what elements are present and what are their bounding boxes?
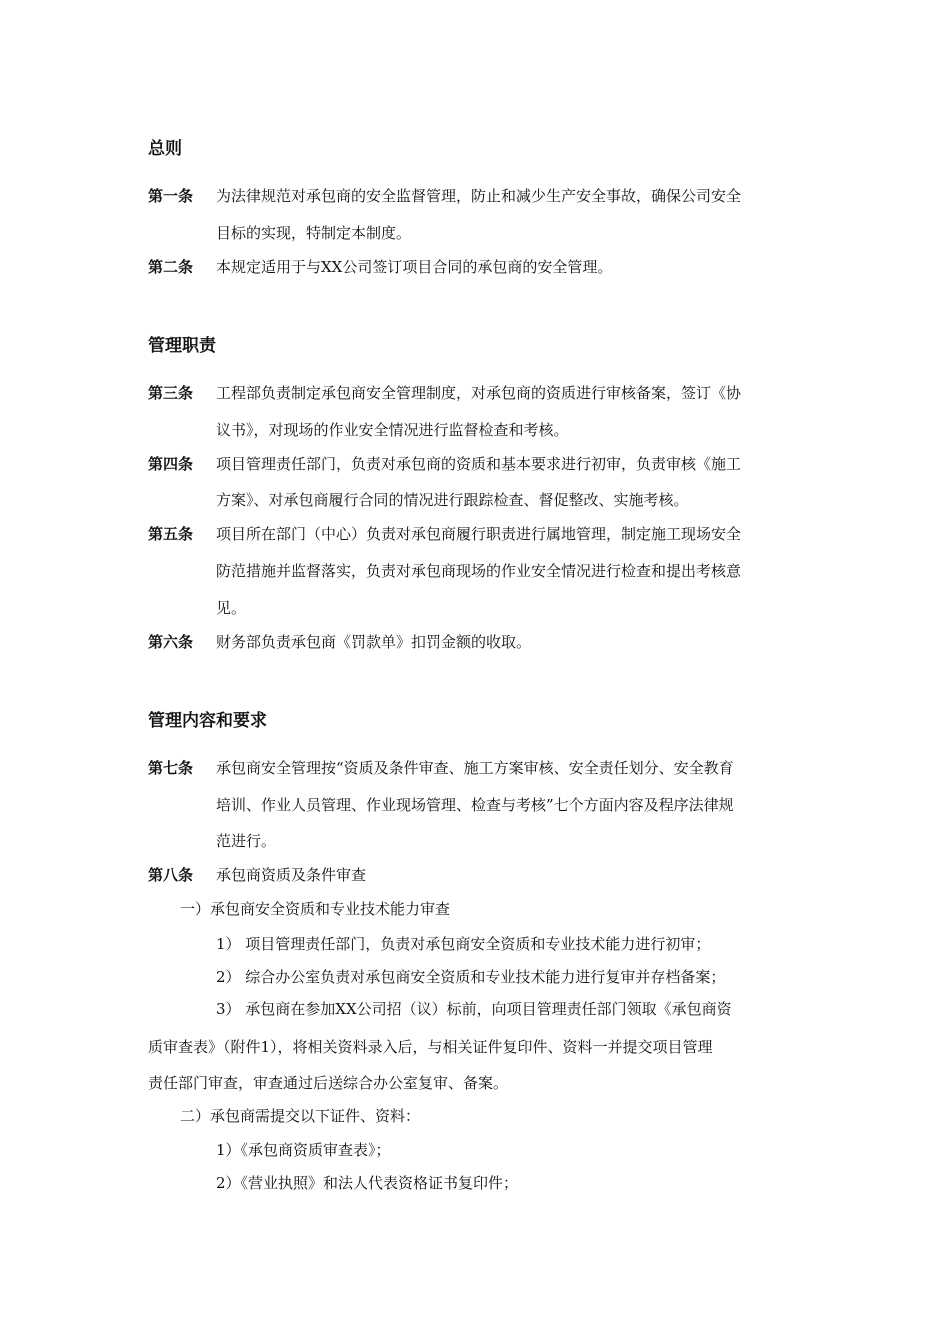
list-item: 2）《营业执照》和法人代表资格证书复印件；: [216, 1174, 519, 1192]
article-number: 第一条: [148, 187, 194, 205]
article-number: 第五条: [148, 525, 194, 543]
article-number: 第四条: [148, 455, 194, 473]
list-item-continued: 质审查表》（附件1），将相关资料录入后，与相关证件复印件、资料一并提交项目管理: [148, 1038, 713, 1056]
sub-section-title: 一）承包商安全资质和专业技术能力审查: [180, 900, 451, 918]
list-item: 3） 承包商在参加XX公司招（议）标前，向项目管理责任部门领取《承包商资: [216, 1000, 732, 1018]
article-number: 第六条: [148, 633, 194, 651]
article-text: 见。: [216, 599, 247, 617]
list-item-continued: 责任部门审查，审查通过后送综合办公室复审、备案。: [148, 1074, 509, 1092]
article-text: 议书》，对现场的作业安全情况进行监督检查和考核。: [216, 421, 569, 439]
article-text: 承包商资质及条件审查: [216, 866, 367, 884]
sub-section-title: 二）承包商需提交以下证件、资料：: [180, 1107, 421, 1125]
article-text: 范进行。: [216, 832, 277, 850]
list-item: 1） 项目管理责任部门，负责对承包商安全资质和专业技术能力进行初审；: [216, 935, 711, 953]
article-text: 承包商安全管理按“资质及条件审查、施工方案审核、安全责任划分、安全教育: [216, 759, 734, 777]
section-heading-general: 总则: [148, 139, 182, 159]
article-text: 工程部负责制定承包商安全管理制度，对承包商的资质进行审核备案，签订《协: [216, 384, 742, 402]
article-text: 目标的实现，特制定本制度。: [216, 224, 412, 242]
list-item: 1）《承包商资质审查表》；: [216, 1141, 391, 1159]
article-text: 培训、作业人员管理、作业现场管理、检查与考核”七个方面内容及程序法律规: [216, 796, 734, 814]
list-item: 2） 综合办公室负责对承包商安全资质和专业技术能力进行复审并存档备案；: [216, 968, 726, 986]
article-number: 第七条: [148, 759, 194, 777]
article-text: 本规定适用于与XX公司签订项目合同的承包商的安全管理。: [216, 258, 613, 276]
article-text: 方案》、对承包商履行合同的情况进行跟踪检查、督促整改、实施考核。: [216, 491, 689, 509]
section-heading-content-requirements: 管理内容和要求: [148, 711, 267, 731]
article-text: 防范措施并监督落实，负责对承包商现场的作业安全情况进行检查和提出考核意: [216, 562, 742, 580]
article-text: 项目所在部门（中心）负责对承包商履行职责进行属地管理，制定施工现场安全: [216, 525, 742, 543]
section-heading-responsibilities: 管理职责: [148, 336, 216, 356]
article-text: 财务部负责承包商《罚款单》扣罚金额的收取。: [216, 633, 532, 651]
article-text: 为法律规范对承包商的安全监督管理，防止和减少生产安全事故，确保公司安全: [216, 187, 742, 205]
article-text: 项目管理责任部门，负责对承包商的资质和基本要求进行初审，负责审核《施工: [216, 455, 742, 473]
article-number: 第三条: [148, 384, 194, 402]
article-number: 第八条: [148, 866, 194, 884]
article-number: 第二条: [148, 258, 194, 276]
